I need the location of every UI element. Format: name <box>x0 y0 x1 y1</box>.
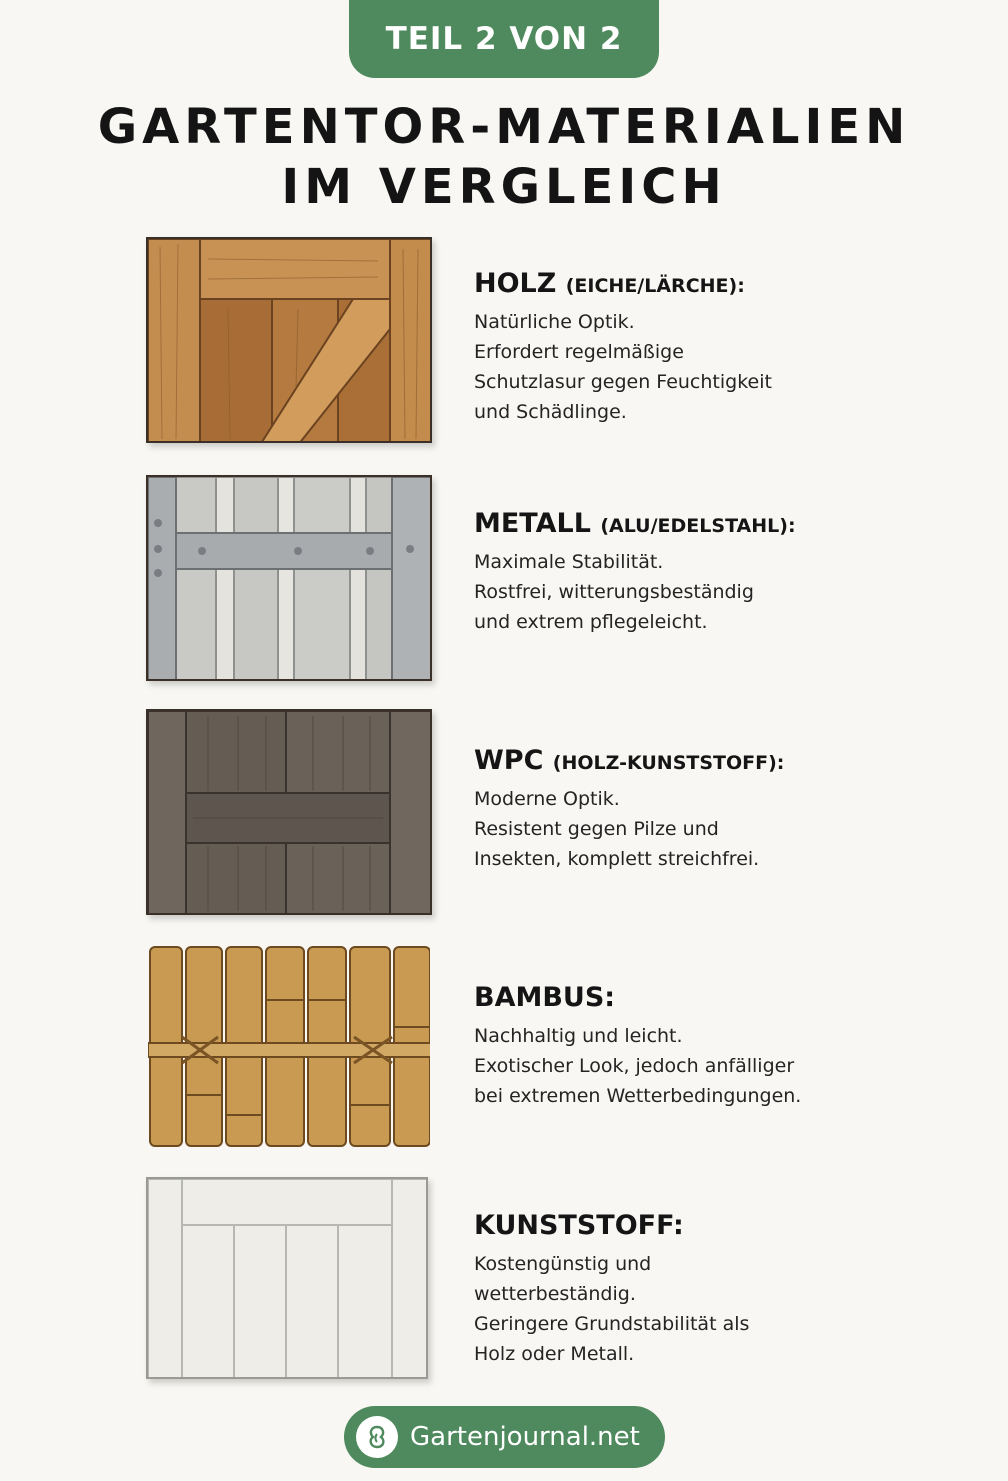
material-desc-line: Geringere Grundstabilität als <box>474 1313 750 1335</box>
page-title-line-1: GARTENTOR-MATERIALIEN <box>97 99 911 155</box>
material-desc-line: wetterbeständig. <box>474 1283 636 1305</box>
material-holz <box>474 268 954 427</box>
bamboo-gate-icon <box>146 943 432 1149</box>
material-heading <box>474 508 954 539</box>
material-name: HOLZ <box>474 268 557 299</box>
metal-gate-icon <box>146 475 432 681</box>
material-name: METALL <box>474 508 591 539</box>
material-name: BAMBUS: <box>474 982 616 1013</box>
material-desc-line: Erfordert regelmäßige <box>474 341 684 363</box>
material-desc-line: Rostfrei, witterungsbeständig <box>474 581 754 603</box>
material-desc-line: und Schädlinge. <box>474 401 627 423</box>
material-desc-line: Resistent gegen Pilze und <box>474 818 719 840</box>
material-bambus <box>474 982 954 1111</box>
footer-link[interactable] <box>344 1406 665 1468</box>
material-subtitle: (ALU/EDELSTAHL): <box>600 515 796 537</box>
material-desc-line: Nachhaltig und leicht. <box>474 1025 683 1047</box>
material-desc-line: Schutzlasur gegen Feuchtigkeit <box>474 371 772 393</box>
footer-site-name[interactable]: Gartenjournal.net <box>410 1422 640 1452</box>
material-metall <box>474 508 954 637</box>
material-wpc <box>474 745 954 874</box>
material-heading <box>474 745 954 776</box>
wpc-gate-icon <box>146 709 432 915</box>
material-name: WPC <box>474 745 544 776</box>
material-subtitle: (EICHE/LÄRCHE): <box>565 275 745 297</box>
page-title-line-2: IM VERGLEICH <box>281 159 727 215</box>
material-desc-line: Kostengünstig und <box>474 1253 652 1275</box>
material-desc-line: Insekten, komplett streichfrei. <box>474 848 760 870</box>
wooden-gate-icon <box>146 237 432 443</box>
material-desc-line: Exotischer Look, jedoch anfälliger <box>474 1055 795 1077</box>
material-desc-line: Natürliche Optik. <box>474 311 635 333</box>
material-subtitle: (HOLZ-KUNSTSTOFF): <box>552 752 785 774</box>
material-heading <box>474 1210 954 1241</box>
material-desc-line: Maximale Stabilität. <box>474 551 664 573</box>
material-name: KUNSTSTOFF: <box>474 1210 684 1241</box>
plastic-gate-icon <box>146 1177 428 1379</box>
material-desc-line: Moderne Optik. <box>474 788 620 810</box>
material-desc-line: bei extremen Wetterbedingungen. <box>474 1085 802 1107</box>
material-desc-line: Holz oder Metall. <box>474 1343 635 1365</box>
part-badge: TEIL 2 VON 2 <box>349 0 659 78</box>
material-kunststoff <box>474 1210 954 1369</box>
leaf-logo-icon <box>356 1416 398 1458</box>
material-desc-line: und extrem pflegeleicht. <box>474 611 708 633</box>
material-heading <box>474 268 954 299</box>
material-heading <box>474 982 954 1013</box>
